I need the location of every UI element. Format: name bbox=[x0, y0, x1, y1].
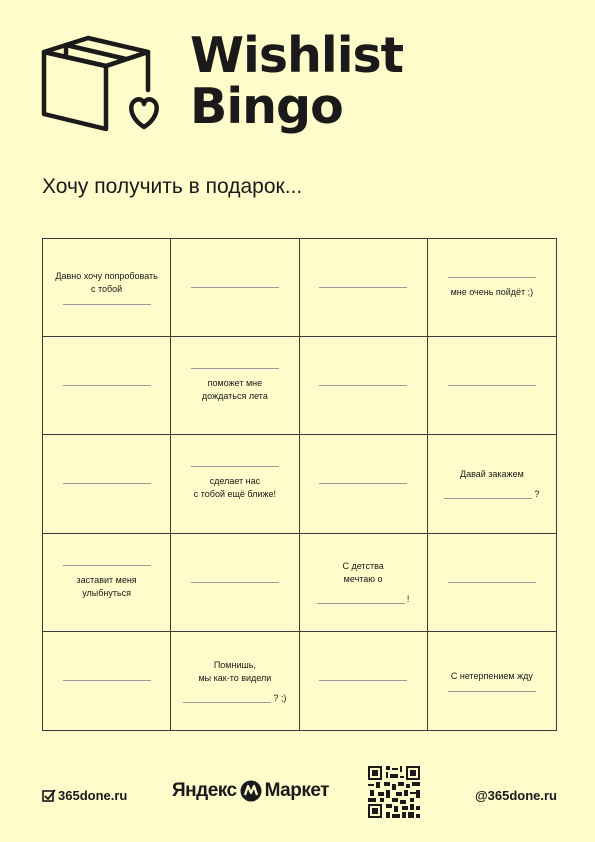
fill-in-line[interactable] bbox=[63, 483, 151, 484]
fill-in-line[interactable] bbox=[63, 565, 151, 566]
cell-text: Давай закажем bbox=[459, 469, 524, 480]
cell-text: поможет мне дождаться лета bbox=[201, 378, 268, 402]
fill-in-line[interactable] bbox=[319, 483, 407, 484]
blank-line-row bbox=[191, 287, 279, 288]
fill-in-line[interactable] bbox=[191, 466, 279, 467]
bingo-cell bbox=[171, 435, 299, 533]
blank-line-row bbox=[448, 385, 536, 386]
line-suffix: ! bbox=[406, 594, 410, 605]
blank-line-row bbox=[448, 691, 536, 692]
blank-line-row bbox=[448, 277, 536, 278]
cell-text: сделает нас с тобой ещё ближе! bbox=[193, 476, 276, 500]
blank-line-row bbox=[319, 680, 407, 681]
fill-in-line[interactable] bbox=[63, 680, 151, 681]
line-suffix: ? bbox=[534, 489, 540, 500]
fill-in-line[interactable] bbox=[191, 287, 279, 288]
fill-in-line[interactable] bbox=[317, 603, 405, 604]
brand-part-2: Маркет bbox=[264, 780, 329, 801]
bingo-cell bbox=[300, 239, 428, 337]
blank-line-row bbox=[444, 489, 539, 499]
bingo-cell bbox=[300, 435, 428, 533]
blank-line-row bbox=[63, 565, 151, 566]
blank-line-row bbox=[319, 385, 407, 386]
fill-in-line[interactable] bbox=[448, 277, 536, 278]
bingo-cell bbox=[428, 632, 556, 730]
blank-line-row bbox=[191, 466, 279, 467]
blank-line-row bbox=[317, 594, 410, 604]
bingo-grid bbox=[42, 238, 557, 731]
bingo-cell bbox=[171, 632, 299, 730]
footer bbox=[0, 762, 595, 822]
qr-code-icon bbox=[368, 766, 420, 818]
bingo-cell bbox=[428, 337, 556, 435]
blank-line-row bbox=[63, 483, 151, 484]
fill-in-line[interactable] bbox=[319, 385, 407, 386]
bingo-cell bbox=[428, 435, 556, 533]
cell-text: Давно хочу попробовать с тобой bbox=[55, 271, 158, 295]
bingo-cell bbox=[300, 337, 428, 435]
title-line-1: Wishlist bbox=[190, 27, 404, 84]
blank-line-row bbox=[63, 385, 151, 386]
gift-box-heart-icon bbox=[40, 34, 162, 132]
cell-text: С нетерпением жду bbox=[450, 670, 533, 681]
fill-in-line[interactable] bbox=[191, 368, 279, 369]
market-logo-icon bbox=[240, 780, 262, 802]
bingo-cell bbox=[428, 534, 556, 632]
fill-in-line[interactable] bbox=[319, 287, 407, 288]
bingo-cell bbox=[300, 632, 428, 730]
fill-in-line[interactable] bbox=[448, 582, 536, 583]
fill-in-line[interactable] bbox=[191, 582, 279, 583]
blank-line-row bbox=[319, 483, 407, 484]
cell-text: заставит меня улыбнуться bbox=[76, 574, 137, 598]
fill-in-line[interactable] bbox=[448, 385, 536, 386]
bingo-cell bbox=[171, 337, 299, 435]
brand-part-1: Яндекс bbox=[172, 780, 237, 801]
bingo-cell bbox=[43, 534, 171, 632]
bingo-cell bbox=[428, 239, 556, 337]
bingo-cell bbox=[43, 337, 171, 435]
bingo-cell bbox=[171, 239, 299, 337]
line-suffix: ? ;) bbox=[273, 692, 287, 703]
bingo-cell bbox=[43, 435, 171, 533]
bingo-cell bbox=[300, 534, 428, 632]
checkbox-icon bbox=[42, 789, 56, 803]
cell-text: Помнишь, мы как-то видели bbox=[198, 659, 272, 683]
blank-line-row bbox=[319, 287, 407, 288]
yandex-market-logo bbox=[172, 780, 329, 802]
subtitle: Хочу получить в подарок... bbox=[42, 175, 303, 198]
blank-line-row bbox=[183, 693, 286, 703]
cell-text: С детства мечтаю о bbox=[342, 561, 384, 585]
blank-line-row bbox=[448, 582, 536, 583]
blank-line-row bbox=[191, 582, 279, 583]
fill-in-line[interactable] bbox=[444, 498, 532, 499]
fill-in-line[interactable] bbox=[319, 680, 407, 681]
bingo-cell bbox=[43, 239, 171, 337]
cell-text: мне очень пойдёт ;) bbox=[450, 286, 534, 297]
blank-line-row bbox=[63, 304, 151, 305]
footer-left-text: 365done.ru bbox=[58, 788, 128, 803]
fill-in-line[interactable] bbox=[183, 702, 271, 703]
page-title bbox=[190, 27, 404, 135]
footer-left bbox=[42, 788, 127, 803]
title-line-2: Bingo bbox=[190, 78, 343, 135]
bingo-cell bbox=[43, 632, 171, 730]
fill-in-line[interactable] bbox=[63, 304, 151, 305]
bingo-cell bbox=[171, 534, 299, 632]
fill-in-line[interactable] bbox=[63, 385, 151, 386]
fill-in-line[interactable] bbox=[448, 691, 536, 692]
blank-line-row bbox=[191, 368, 279, 369]
blank-line-row bbox=[63, 680, 151, 681]
footer-right: @365done.ru bbox=[474, 788, 557, 803]
